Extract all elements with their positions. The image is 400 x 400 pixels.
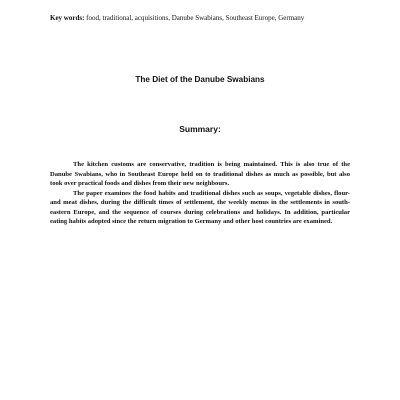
keywords-line [50, 14, 380, 23]
summary-paragraph: The paper examines the food habits and traditional dishes such as soups, vegetable dishes, flour- and meat dishes, during the difficult times of settlement, the weekly menus in the settlements in south-eastern Europe, and the sequence of courses during celebrations and holidays. In addition, particular eating habits adopted since the return migration to Germany and other host countries are examined. [50, 189, 350, 225]
summary-heading: Summary: [179, 124, 221, 134]
summary-body [50, 160, 350, 227]
keywords-text: food, traditional, acquisitions, Danube Swabians, Southeast Europe, Germany [86, 14, 305, 22]
paper-title: The Diet of the Danube Swabians [135, 75, 265, 84]
summary-paragraph: The kitchen customs are conservative, tradition is being maintained. This is also true of the Danube Swabians, who in Southeast Europe held on to traditional dishes as much as possible, but also took over practical foods and dishes from their new neighbours. [50, 161, 350, 187]
keywords-label: Key words: [50, 14, 85, 22]
